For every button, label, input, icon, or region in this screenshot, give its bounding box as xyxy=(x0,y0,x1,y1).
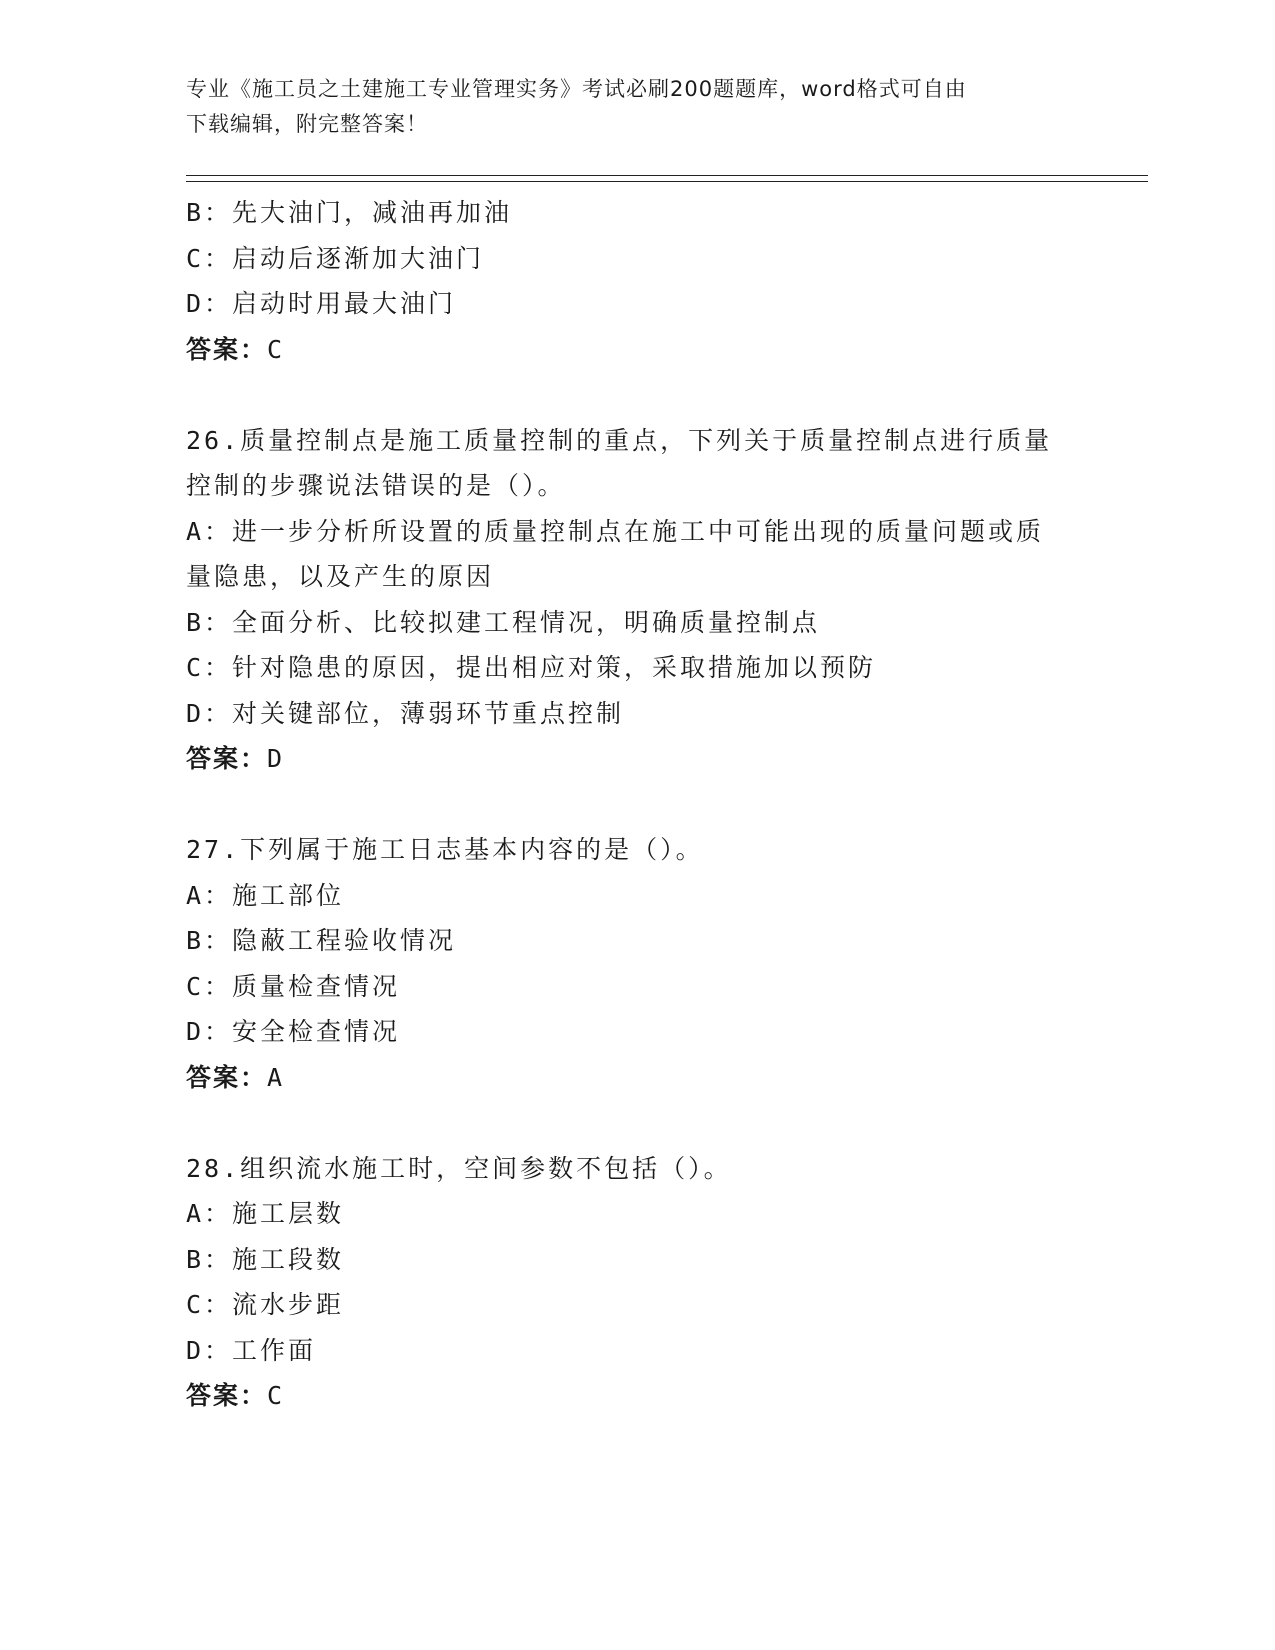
answer-line xyxy=(186,1373,1086,1419)
question-25 xyxy=(186,190,1086,372)
option-c: C：质量检查情况 xyxy=(186,971,401,1001)
question-stem: 27.下列属于施工日志基本内容的是（）。 xyxy=(186,835,704,864)
answer-value: C xyxy=(267,1381,284,1410)
spacer xyxy=(186,372,1086,418)
option-b: B：先大油门，减油再加油 xyxy=(186,198,513,227)
answer-value: D xyxy=(267,744,284,773)
answer-value: A xyxy=(267,1062,284,1092)
option-c: C：启动后逐渐加大油门 xyxy=(186,243,485,273)
question-stem-line-2: 控制的步骤说法错误的是（）。 xyxy=(186,471,566,500)
option-d: D：启动时用最大油门 xyxy=(186,289,457,318)
option-d: D：对关键部位，薄弱环节重点控制 xyxy=(186,698,625,728)
document-header xyxy=(186,72,1086,142)
answer-line xyxy=(186,1055,1086,1101)
answer-label: 答案： xyxy=(186,334,268,364)
option-d: D：安全检查情况 xyxy=(186,1017,401,1046)
option-a-line-1: A：进一步分析所设置的质量控制点在施工中可能出现的质量问题或质 xyxy=(186,516,1045,546)
answer-line xyxy=(186,736,1086,782)
option-b: B：隐蔽工程验收情况 xyxy=(186,926,457,955)
answer-label: 答案： xyxy=(186,744,268,773)
option-c: C：流水步距 xyxy=(186,1290,345,1319)
answer-label: 答案： xyxy=(186,1381,268,1410)
question-26 xyxy=(186,418,1086,782)
option-d: D：工作面 xyxy=(186,1335,317,1365)
header-divider-bottom xyxy=(186,181,1148,182)
answer-value: C xyxy=(267,334,284,364)
question-stem-line-1: 26.质量控制点是施工质量控制的重点，下列关于质量控制点进行质量 xyxy=(186,425,1053,455)
header-divider-top xyxy=(186,175,1148,176)
question-28 xyxy=(186,1146,1086,1419)
header-line-1: 专业《施工员之土建施工专业管理实务》考试必刷200题题库，word格式可自由 xyxy=(186,77,967,101)
answer-label: 答案： xyxy=(186,1062,268,1092)
header-line-2: 下载编辑，附完整答案！ xyxy=(186,112,428,136)
question-27 xyxy=(186,827,1086,1100)
option-a-line-2: 量隐患，以及产生的原因 xyxy=(186,562,495,591)
option-a: A：施工层数 xyxy=(186,1199,345,1228)
spacer xyxy=(186,1100,1086,1146)
answer-line xyxy=(186,327,1086,373)
spacer xyxy=(186,782,1086,828)
option-c: C：针对隐患的原因，提出相应对策，采取措施加以预防 xyxy=(186,653,877,682)
question-list xyxy=(186,190,1086,1419)
option-a: A：施工部位 xyxy=(186,880,345,910)
question-stem: 28.组织流水施工时，空间参数不包括（）。 xyxy=(186,1153,732,1183)
option-b: B：全面分析、比较拟建工程情况，明确质量控制点 xyxy=(186,607,821,637)
option-b: B：施工段数 xyxy=(186,1244,345,1274)
